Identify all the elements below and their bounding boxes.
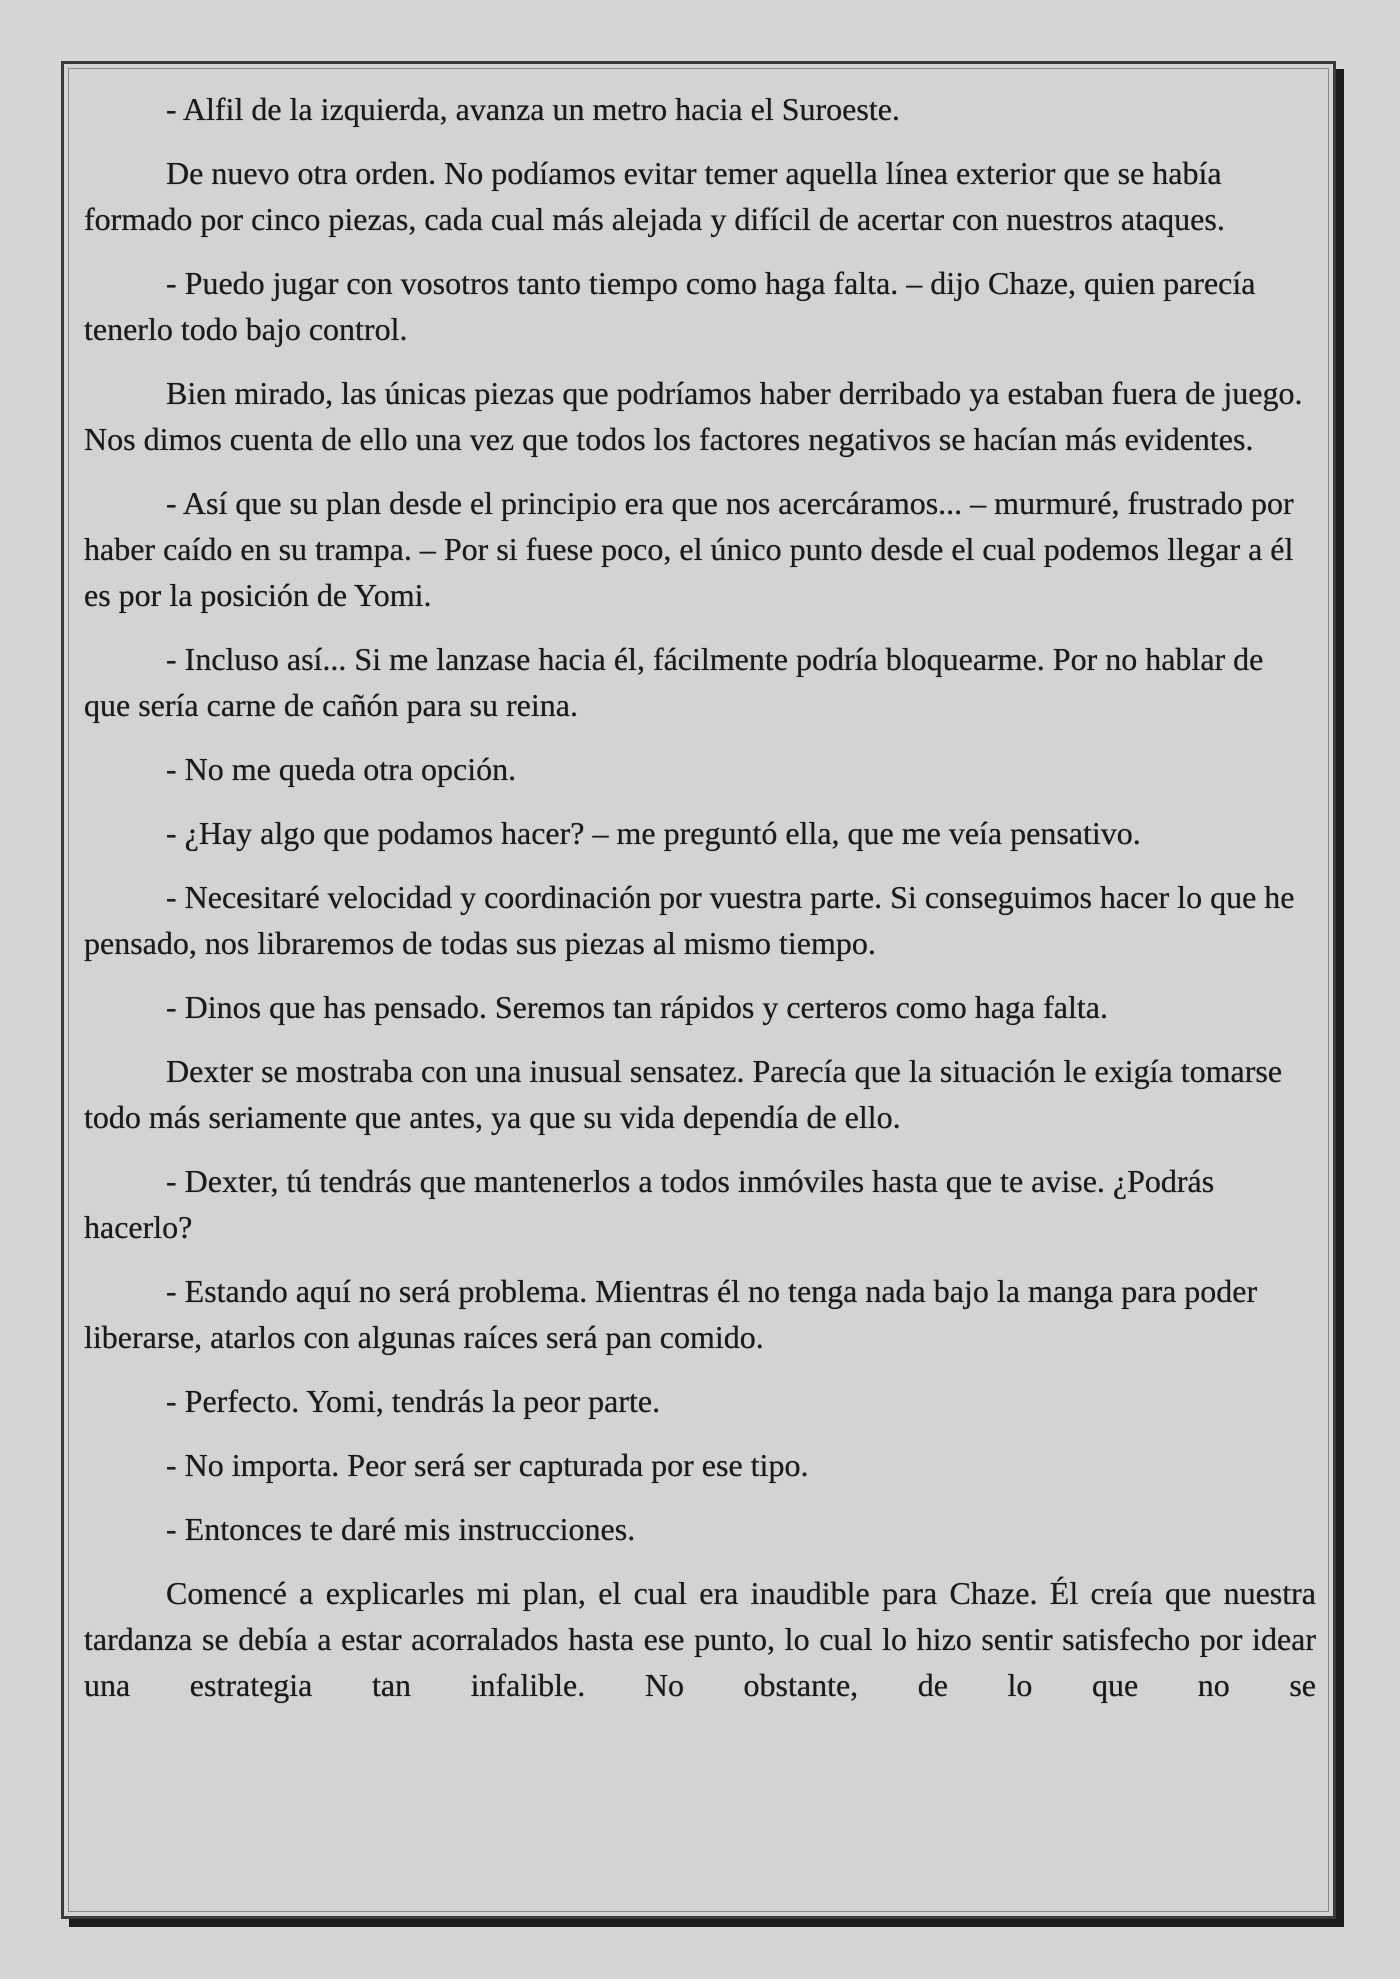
paragraph: Bien mirado, las únicas piezas que podríamos haber derribado ya estaban fuera de juego. Nos dimos cuenta de ello una vez que todos los factores negativos se hacían más evidentes. bbox=[84, 375, 1303, 457]
paragraph: - No me queda otra opción. bbox=[166, 751, 517, 787]
paragraph: Dexter se mostraba con una inusual sensatez. Parecía que la situación le exigía tomarse todo más seriamente que antes, ya que su vida dependía de ello. bbox=[84, 1053, 1283, 1135]
paragraph: - Estando aquí no será problema. Mientras él no tenga nada bajo la manga para poder liberarse, atarlos con algunas raíces será pan comido. bbox=[84, 1273, 1258, 1355]
paragraph: - Necesitaré velocidad y coordinación por vuestra parte. Si conseguimos hacer lo que he pensado, nos libraremos de todas sus piezas al mismo tiempo. bbox=[84, 879, 1295, 961]
paragraph: - Incluso así... Si me lanzase hacia él, fácilmente podría bloquearme. Por no hablar de que sería carne de cañón para su reina. bbox=[84, 641, 1264, 723]
text-column bbox=[84, 86, 1316, 1726]
paragraph: - Dexter, tú tendrás que mantenerlos a todos inmóviles hasta que te avise. ¿Podrás hacerlo? bbox=[84, 1163, 1215, 1245]
paragraph: De nuevo otra orden. No podíamos evitar temer aquella línea exterior que se había formado por cinco piezas, cada cual más alejada y difícil de acertar con nuestros ataques. bbox=[84, 155, 1225, 237]
paragraph: - Dinos que has pensado. Seremos tan rápidos y certeros como haga falta. bbox=[166, 989, 1108, 1025]
paragraph: - Así que su plan desde el principio era que nos acercáramos... – murmuré, frustrado por haber caído en su trampa. – Por si fuese poco, el único punto desde el cual podemos llegar a él es por la posición de Yomi. bbox=[84, 485, 1294, 613]
paragraph: - No importa. Peor será ser capturada por ese tipo. bbox=[166, 1447, 809, 1483]
paragraph: Comencé a explicarles mi plan, el cual era inaudible para Chaze. Él creía que nuestra tardanza se debía a estar acorralados hasta ese punto, lo cual lo hizo sentir satisfecho por idear una estrategia tan infalible. No obstante, de lo que no se bbox=[84, 1575, 1316, 1703]
paragraph: - Alfil de la izquierda, avanza un metro hacia el Suroeste. bbox=[166, 91, 900, 127]
paragraph: - Puedo jugar con vosotros tanto tiempo como haga falta. – dijo Chaze, quien parecía tenerlo todo bajo control. bbox=[84, 265, 1256, 347]
paragraph: - Perfecto. Yomi, tendrás la peor parte. bbox=[166, 1383, 661, 1419]
paragraph: - Entonces te daré mis instrucciones. bbox=[166, 1511, 636, 1547]
paragraph: - ¿Hay algo que podamos hacer? – me preguntó ella, que me veía pensativo. bbox=[166, 815, 1141, 851]
